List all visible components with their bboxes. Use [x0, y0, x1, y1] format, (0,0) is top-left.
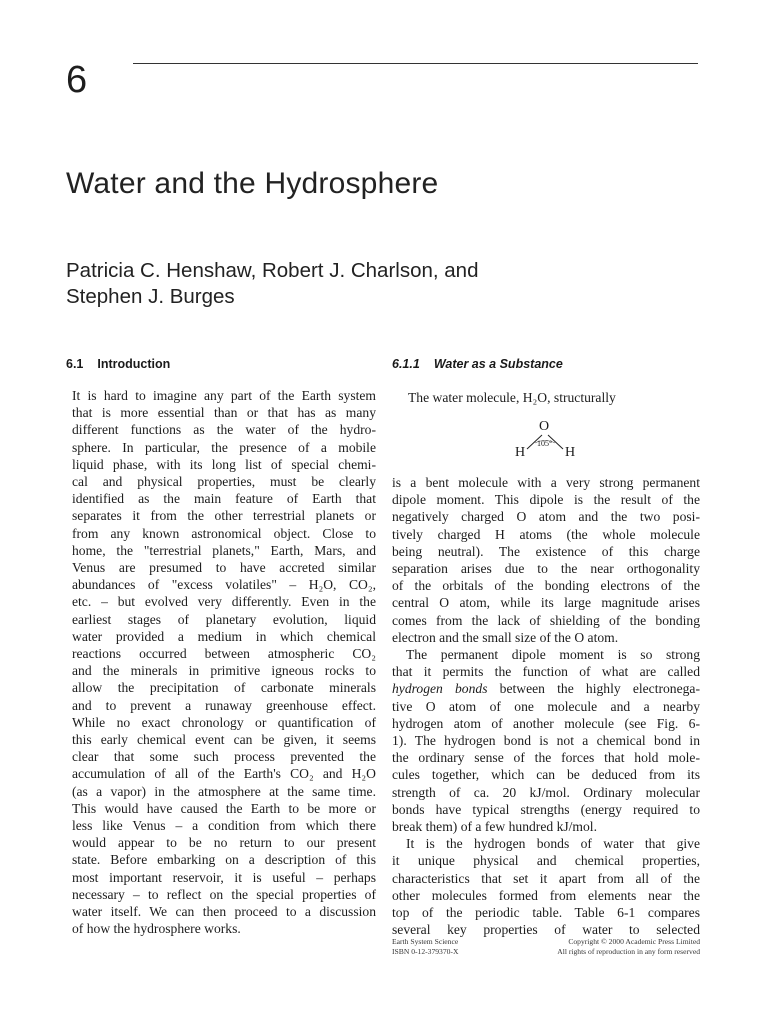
- intro-text: The water molecule, H₂O, structurally: [408, 390, 616, 405]
- text-line: and to prevent a runaway greenhouse effect.: [72, 697, 376, 713]
- hydrogen-atom-left: H: [515, 445, 526, 460]
- text-line: It is hard to imagine any part of the Earth system: [72, 388, 376, 403]
- text-line: tive O atom of one molecule and a nearby: [392, 698, 700, 714]
- section-number: 6.1: [66, 357, 84, 371]
- oxygen-atom: O: [539, 419, 550, 434]
- text-line: being neutral). The existence of this charge: [392, 543, 700, 559]
- text-line: water itself. We can then proceed to a discussion: [72, 904, 376, 920]
- text-line: home, the "terrestrial planets," Earth, Mars, and: [72, 542, 376, 558]
- text-line: earliest stages of planetary evolution, liquid: [72, 611, 376, 627]
- text-line: sphere. In particular, the presence of a mobile: [72, 439, 376, 455]
- introduction-paragraph: [72, 387, 376, 938]
- section-title: Water as a Substance: [433, 357, 563, 371]
- text-line: cal and physical properties, must be clearly: [72, 474, 376, 490]
- text-line: that is more essential than or that has as many: [72, 405, 376, 421]
- text-line: state. Before embarking on a description of this: [72, 852, 376, 868]
- footer-copyright-line: Copyright © 2000 Academic Press Limited: [568, 937, 700, 946]
- text-line: the ordinary sense of the forces that hold mole-: [392, 750, 700, 766]
- water-molecule-diagram: [505, 418, 585, 462]
- paragraph-dipole: [392, 474, 700, 646]
- text-line: bonds have typical strengths (energy required to: [392, 801, 700, 817]
- water-substance-body: [392, 474, 700, 938]
- footer-copyright: [500, 937, 700, 957]
- emphasis-term: hydrogen bonds: [392, 681, 488, 697]
- text-line: characteristics that set it apart from all of the: [392, 870, 700, 886]
- text-line: dipole moment. This dipole is the result of the: [392, 492, 700, 508]
- text-line: from any known astronomical object. Close to: [72, 525, 376, 541]
- text-line: etc. – but evolved very differently. Even in the: [72, 594, 376, 610]
- section-title: Introduction: [97, 357, 171, 371]
- text-line: identified as the main feature of Earth that: [72, 491, 376, 507]
- water-intro-line: [408, 389, 700, 406]
- text-line: break them) of a few hundred kJ/mol.: [392, 819, 597, 835]
- chapter-title: Water and the Hydrosphere: [66, 167, 439, 200]
- text-line: top of the periodic table. Table 6-1 compares: [392, 905, 700, 921]
- text-line: electron and the small size of the O atom.: [392, 629, 619, 645]
- chapter-number: 6: [66, 59, 88, 101]
- text-line: different functions as the water of the hydro-: [72, 422, 376, 438]
- text-line: 1). The hydrogen bond is not a chemical bond in: [392, 733, 700, 749]
- chapter-rule: [133, 63, 698, 64]
- text-line: It is the hydrogen bonds of water that give: [406, 836, 700, 852]
- text-line: comes from the lack of shielding of the bonding: [392, 612, 700, 628]
- text-line: other molecules formed from elements near the: [392, 887, 700, 903]
- text-line: liquid phase, with its long list of special chemi-: [72, 456, 376, 472]
- authors-line: Patricia C. Henshaw, Robert J. Charlson, and: [66, 259, 479, 282]
- text-line: While no exact chronology or quantification of: [72, 714, 376, 730]
- text-line: separation arises due to the near orthogonality: [392, 561, 700, 577]
- text-line: is a bent molecule with a very strong permanent: [392, 475, 700, 490]
- text-line: that it permits the function of what are called: [392, 664, 700, 680]
- introduction-body: [72, 387, 376, 938]
- text-line: Venus are presumed to have accreted similar: [72, 560, 376, 576]
- section-heading-introduction: [66, 356, 170, 372]
- footer-isbn: ISBN 0-12-379370-X: [392, 947, 459, 956]
- text-line: allow the precipitation of carbonate minerals: [72, 680, 376, 696]
- text-line: most important reservoir, it is useful – perhaps: [72, 869, 376, 885]
- section-heading-water-as-substance: [392, 356, 563, 372]
- text-line: accumulation of all of the Earth's CO₂ and H₂O: [72, 766, 376, 782]
- text-line: This would have caused the Earth to be more or: [72, 800, 376, 816]
- text-line: (as a vapor) in the atmosphere at the same time.: [72, 783, 376, 799]
- text-line: strength of ca. 20 kJ/mol. Ordinary molecular: [392, 784, 700, 800]
- text-line: hydrogen atom of another molecule (see Fig. 6-: [392, 715, 700, 731]
- text-line: reactions occurred between atmospheric CO₂: [72, 646, 376, 662]
- chapter-authors: [66, 258, 706, 310]
- text-line: clear that some such process prevented the: [72, 749, 376, 765]
- paragraph-properties: [392, 835, 700, 938]
- footer-publication: [392, 937, 458, 957]
- authors-line: Stephen J. Burges: [66, 285, 235, 308]
- text-line: central O atom, while its large magnitude arises: [392, 595, 700, 611]
- text-line: this early chemical event can be given, it seems: [72, 732, 376, 748]
- bond-angle-label: 105°: [537, 439, 553, 448]
- text-line: tively charged H atoms (the whole molecule: [392, 526, 700, 542]
- text-line: hydrogen bonds between the highly electronega-: [392, 681, 700, 697]
- text-line: separates it from the other terrestrial planets or: [72, 508, 376, 524]
- text-line: negatively charged O atom and the two posi-: [392, 509, 700, 525]
- text-line: abundances of "excess volatiles" – H₂O, CO₂,: [72, 577, 376, 593]
- text-line: less like Venus – a condition from which there: [72, 818, 376, 834]
- text-line: The permanent dipole moment is so strong: [406, 647, 700, 663]
- footer-rights-line: All rights of reproduction in any form reserved: [557, 947, 700, 956]
- text-line: it unique physical and chemical properties,: [392, 853, 700, 869]
- text-line: water provided a medium in which chemical: [72, 628, 376, 644]
- text-line: several key properties of water to selected: [392, 922, 700, 938]
- hydrogen-atom-right: H: [565, 445, 576, 460]
- text-line: of how the hydrosphere works.: [72, 921, 241, 937]
- text-line: would appear to be no return to our present: [72, 835, 376, 851]
- text-line: and the minerals in primitive igneous rocks to: [72, 663, 376, 679]
- footer-journal: Earth System Science: [392, 937, 459, 946]
- text-line: of the orbitals of the bonding electrons of the: [392, 578, 700, 594]
- paragraph-hydrogen-bonds: [392, 646, 700, 835]
- text-line: necessary – to reflect on the special properties of: [72, 886, 376, 902]
- section-number: 6.1.1: [392, 357, 420, 371]
- text-line: cules together, which can be deduced from its: [392, 767, 700, 783]
